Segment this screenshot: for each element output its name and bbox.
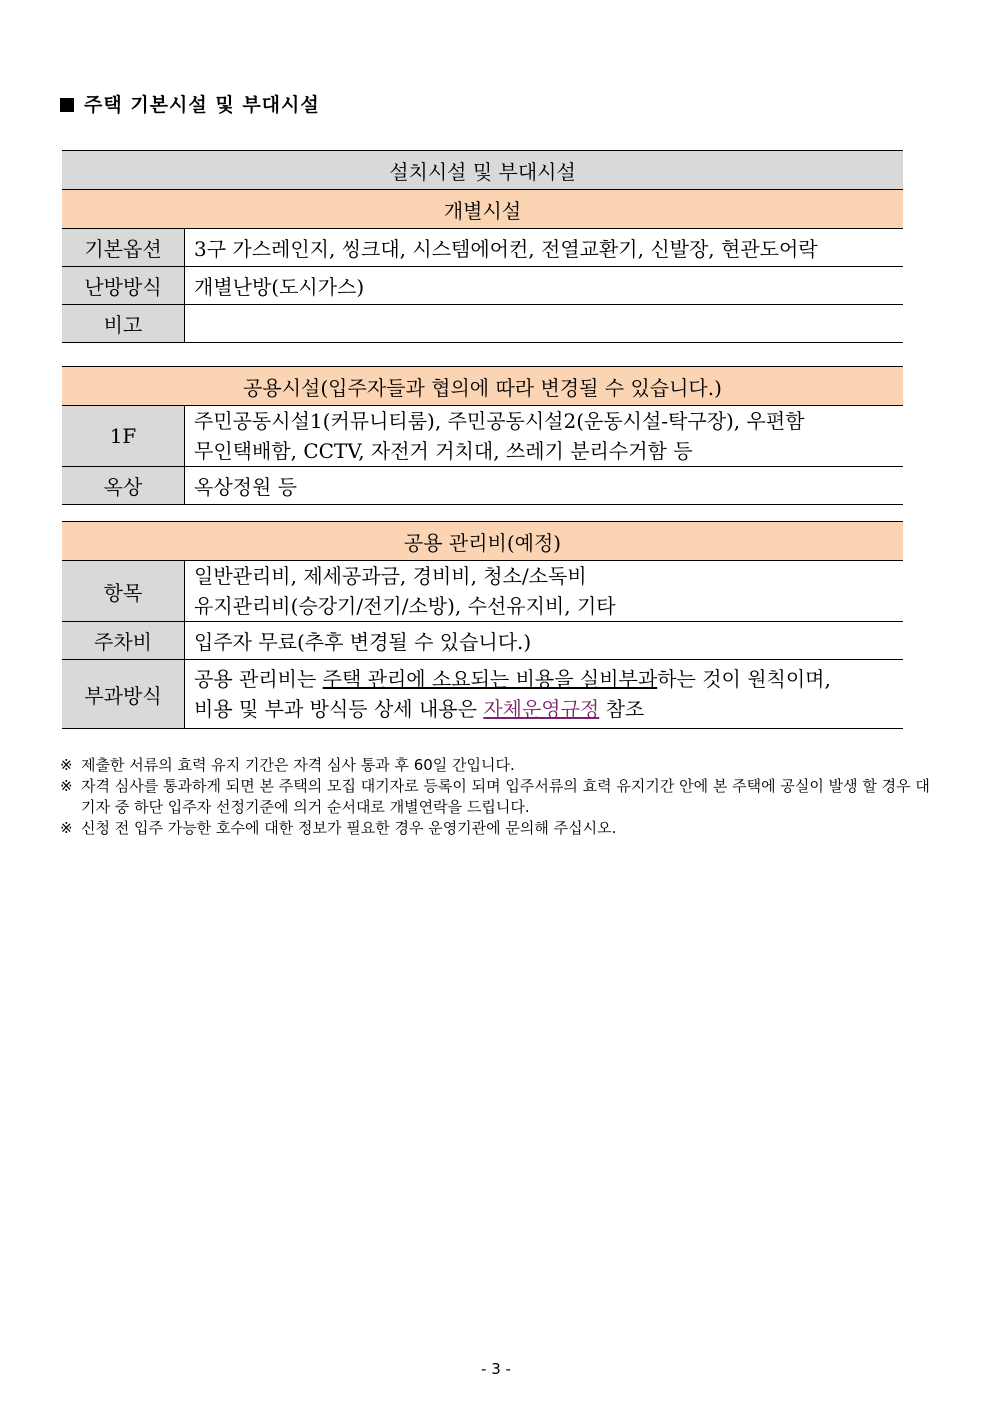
square-bullet-icon [60,98,74,112]
page-number: - 3 - [481,1360,511,1378]
individual-facilities-header: 개별시설 [62,190,903,229]
row-value: 개별난방(도시가스) [185,267,904,305]
row-label: 기본옵션 [62,229,185,267]
common-facilities-header: 공용시설(입주자들과 협의에 따라 변경될 수 있습니다.) [62,367,903,406]
note-text: 제출한 서류의 효력 유지 기간은 자격 심사 통과 후 60일 간입니다. [81,756,515,774]
text-span: 비용 및 부과 방식등 상세 내용은 [194,697,484,721]
table-row [62,229,903,267]
reference-mark-icon: ※ [60,756,73,774]
row-value-line: 주민공동시설1(커뮤니티룸), 주민공동시설2(운동시설-탁구장), 우편함 [194,409,805,433]
table-row [62,406,903,467]
row-value-line: 유지관리비(승강기/전기/소방), 수선유지비, 기타 [194,594,616,618]
maintenance-fee-table [62,521,903,729]
row-label: 비고 [62,305,185,343]
note-item [60,755,940,776]
table-row [62,660,903,729]
notes-list [60,755,940,839]
table-row [62,622,903,660]
note-item [60,818,940,839]
row-value [185,660,904,729]
facilities-table [62,150,903,343]
row-label: 난방방식 [62,267,185,305]
text-span: 참조 [599,697,645,721]
row-value [185,406,904,467]
section-heading [60,90,320,117]
maintenance-fee-header: 공용 관리비(예정) [62,522,903,561]
row-value-line [194,664,903,694]
row-label: 주차비 [62,622,185,660]
row-label: 1F [62,406,185,467]
row-value [185,305,904,343]
row-value: 3구 가스레인지, 씽크대, 시스템에어컨, 전열교환기, 신발장, 현관도어락 [185,229,904,267]
table-row [62,561,903,622]
row-label: 항목 [62,561,185,622]
table-row [62,467,903,505]
common-facilities-table [62,366,903,505]
facilities-table-title: 설치시설 및 부대시설 [62,151,903,190]
row-value: 옥상정원 등 [185,467,904,505]
table-row [62,305,903,343]
row-value [185,561,904,622]
row-value-line [194,694,903,724]
note-text: 신청 전 입주 가능한 호수에 대한 정보가 필요한 경우 운영기관에 문의해 주십시오. [81,819,617,837]
note-text: 자격 심사를 통과하게 되면 본 주택의 모집 대기자로 등록이 되며 입주서류의 효력 유지기간 안에 본 주택에 공실이 발생 할 경우 대기자 중 하단 입주자 선정기준에 의거 순서대로 개별연락을 드립니다. [81,777,930,816]
reference-mark-icon: ※ [60,777,73,795]
note-item [60,776,940,818]
row-value-line: 일반관리비, 제세공과금, 경비비, 청소/소독비 [194,564,587,588]
underlined-text: 주택 관리에 소요되는 비용을 실비부과 [322,667,658,691]
section-heading-text: 주택 기본시설 및 부대시설 [84,94,320,116]
regulations-link[interactable]: 자체운영규정 [483,697,600,721]
text-span: 하는 것이 원칙이며, [657,667,831,691]
table-row [62,267,903,305]
reference-mark-icon: ※ [60,819,73,837]
row-value-line: 무인택배함, CCTV, 자전거 거치대, 쓰레기 분리수거함 등 [194,439,693,463]
row-label: 부과방식 [62,660,185,729]
row-value: 입주자 무료(추후 변경될 수 있습니다.) [185,622,904,660]
row-label: 옥상 [62,467,185,505]
text-span: 공용 관리비는 [194,667,323,691]
